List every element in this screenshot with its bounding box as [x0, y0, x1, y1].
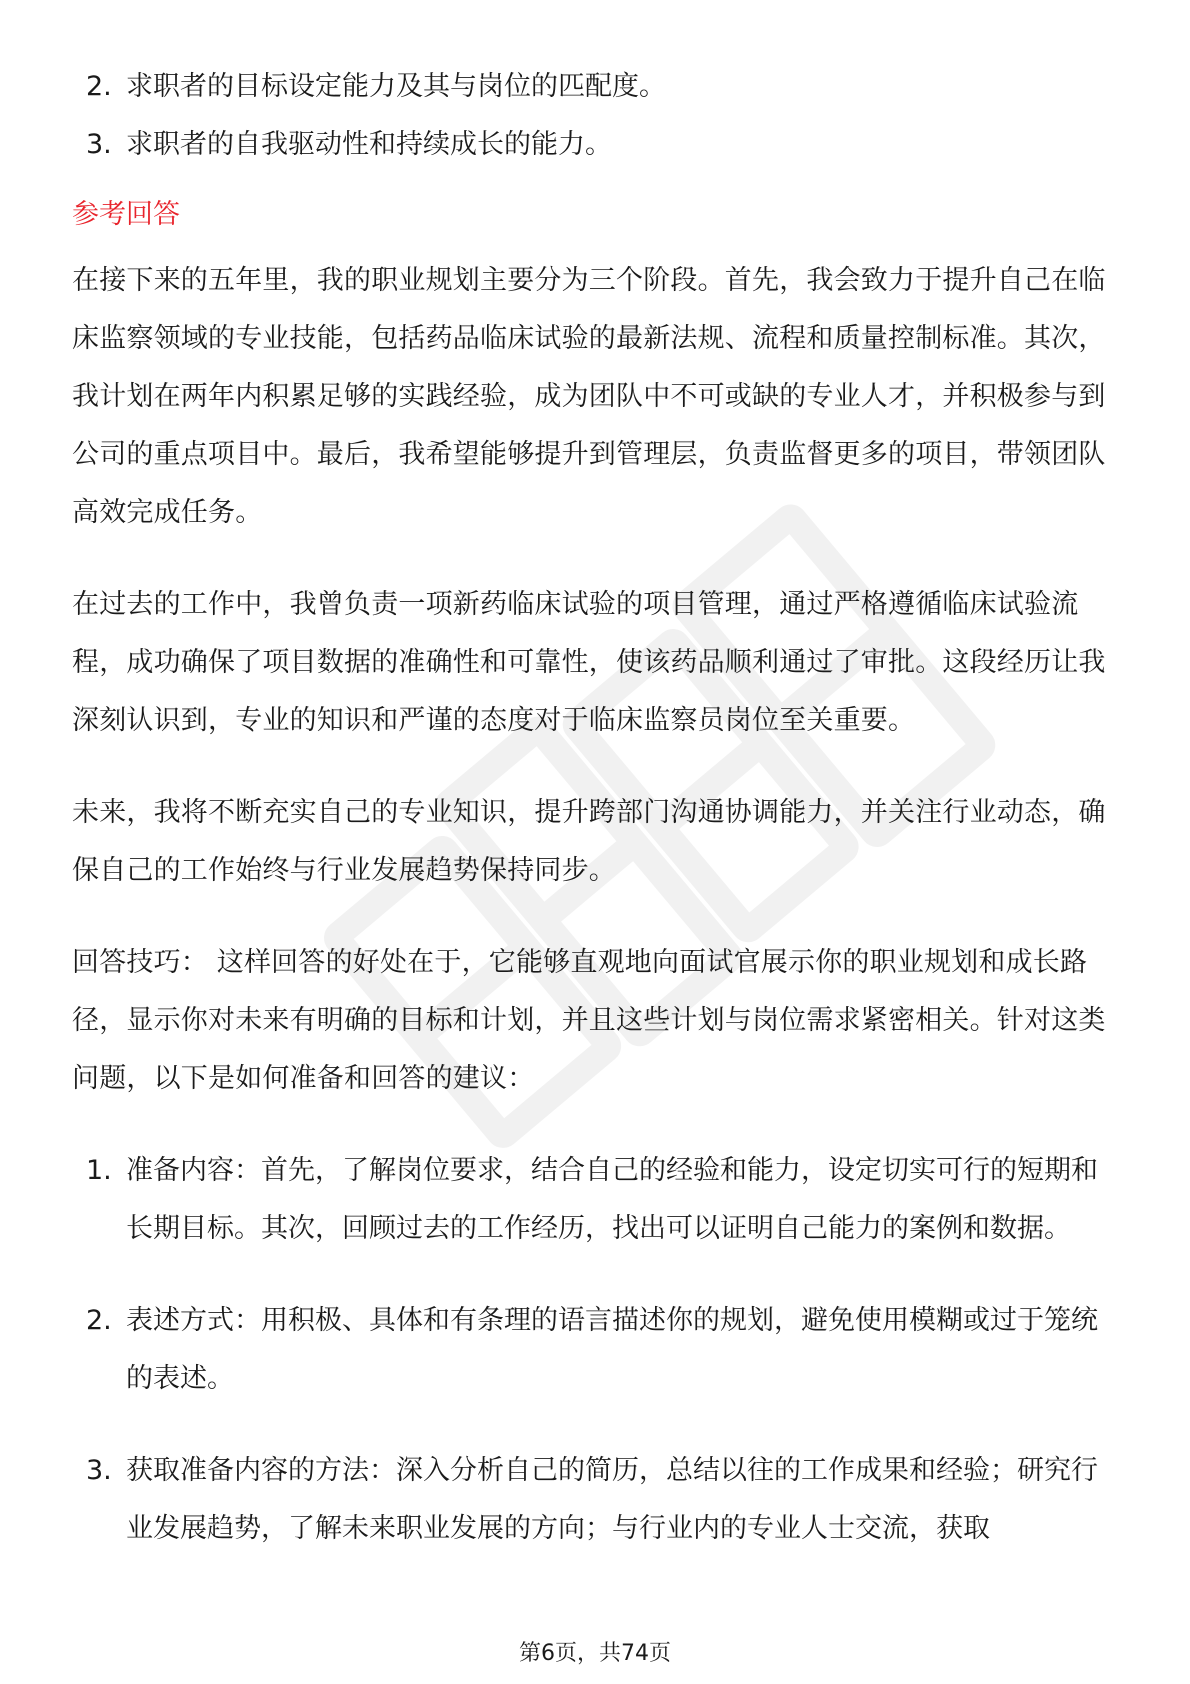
list-number: 2.	[86, 1305, 112, 1336]
list-item-text: 表述方式：用积极、具体和有条理的语言描述你的规划，避免使用模糊或过于笼统的表述。	[126, 1305, 1098, 1394]
list-number: 3.	[86, 1455, 112, 1486]
tips-list	[72, 1142, 1122, 1558]
question-focus-list	[72, 58, 1122, 174]
section-heading: 参考回答	[72, 199, 180, 230]
list-item	[72, 116, 1122, 174]
list-item-text: 求职者的目标设定能力及其与岗位的匹配度。	[126, 71, 666, 102]
list-number: 3.	[86, 129, 112, 160]
list-item-text: 获取准备内容的方法：深入分析自己的简历，总结以往的工作成果和经验；研究行业发展趋势，了解未来职业发展的方向；与行业内的专业人士交流，获取	[126, 1455, 1098, 1544]
answer-paragraph: 未来，我将不断充实自己的专业知识，提升跨部门沟通协调能力，并关注行业动态，确保自己的工作始终与行业发展趋势保持同步。	[72, 797, 1106, 886]
answer-paragraph: 在接下来的五年里，我的职业规划主要分为三个阶段。首先，我会致力于提升自己在临床监察领域的专业技能，包括药品临床试验的最新法规、流程和质量控制标准。其次，我计划在两年内积累足够的实践经验，成为团队中不可或缺的专业人才，并积极参与到公司的重点项目中。最后，我希望能够提升到管理层，负责监督更多的项目，带领团队高效完成任务。	[72, 265, 1106, 528]
list-item-text: 求职者的自我驱动性和持续成长的能力。	[126, 129, 612, 160]
page-footer: 第6页，共74页	[519, 1641, 671, 1666]
answer-paragraph: 在过去的工作中，我曾负责一项新药临床试验的项目管理，通过严格遵循临床试验流程，成功确保了项目数据的准确性和可靠性，使该药品顺利通过了审批。这段经历让我深刻认识到，专业的知识和严谨的态度对于临床监察员岗位至关重要。	[72, 589, 1106, 736]
list-number: 1.	[86, 1155, 112, 1186]
list-item	[72, 1292, 1122, 1408]
list-item	[72, 1442, 1122, 1558]
document-content	[72, 58, 1122, 1558]
list-item	[72, 1142, 1122, 1258]
list-item-text: 准备内容：首先，了解岗位要求，结合自己的经验和能力，设定切实可行的短期和长期目标。其次，回顾过去的工作经历，找出可以证明自己能力的案例和数据。	[126, 1155, 1098, 1244]
list-number: 2.	[86, 71, 112, 102]
list-item	[72, 58, 1122, 116]
tips-paragraph: 回答技巧： 这样回答的好处在于，它能够直观地向面试官展示你的职业规划和成长路径，显示你对未来有明确的目标和计划，并且这些计划与岗位需求紧密相关。针对这类问题，以下是如何准备和回答的建议：	[72, 947, 1106, 1094]
